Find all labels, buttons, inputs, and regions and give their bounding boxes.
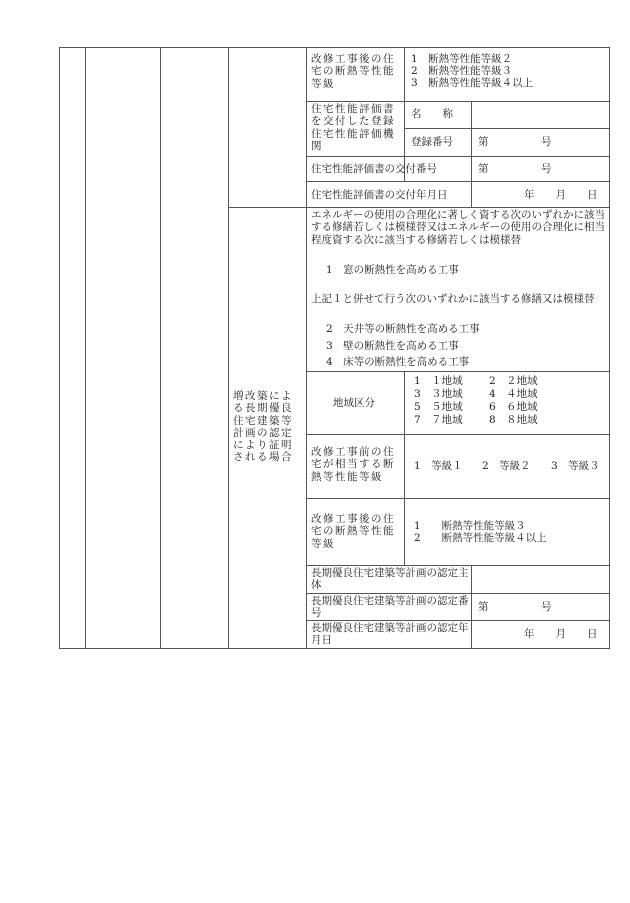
row-line [404, 128, 610, 129]
issue-date-field[interactable]: 年 月 日 [524, 189, 598, 201]
region-option: 5 ５地域 [414, 401, 463, 413]
border-top [59, 47, 610, 48]
section-divider [228, 207, 610, 208]
before-grade-option: 3 等級３ [551, 460, 600, 472]
after-grade-label: 改修工事後の住宅の断熱等性能等級 [311, 513, 395, 550]
after-grade-option: 1 断熱等性能等級３ [414, 520, 526, 532]
work-intro-2: 上記１と併せて行う次のいずれかに該当する修繕又は模様替 [311, 293, 595, 305]
row-line [306, 101, 610, 102]
row-line [306, 371, 610, 372]
region-label: 地域区分 [333, 397, 375, 409]
row-line [306, 156, 610, 157]
after-grade-option: 3 断熱等性能等級４以上 [411, 77, 534, 89]
name-label: 名 称 [411, 108, 453, 120]
region-option: 3 ３地域 [414, 388, 463, 400]
work-item: 1 窓の断熱性を高める工事 [326, 264, 459, 276]
before-grade-label: 改修工事前の住宅が相当する断熱等性能等級 [311, 446, 395, 483]
border-right [609, 47, 610, 649]
work-item: 4 床等の断熱性を高める工事 [326, 356, 470, 368]
cert-no-label: 長期優良住宅建築等計画の認定番号 [311, 595, 469, 620]
col-line [228, 47, 229, 649]
row-line [306, 498, 610, 499]
case-label: 増改築による長期優良住宅建築等計画の認定により証明される場合 [233, 390, 293, 464]
row-line [306, 593, 610, 594]
cert-body-label: 長期優良住宅建築等計画の認定主体 [311, 567, 469, 592]
row-line [306, 434, 610, 435]
row-line [306, 181, 610, 182]
reg-no-label: 登録番号 [411, 136, 453, 148]
reg-no-field[interactable]: 第 号 [478, 136, 552, 148]
region-option: 6 ６地域 [489, 401, 538, 413]
col-line [471, 101, 472, 207]
region-option: 8 ８地域 [489, 414, 538, 426]
col-line [59, 47, 60, 649]
before-grade-option: 1 等級１ [414, 460, 463, 472]
issue-date-label: 住宅性能評価書の交付年月日 [311, 189, 448, 201]
col-line [471, 565, 472, 649]
cert-no-field[interactable]: 第 号 [478, 601, 552, 613]
before-grade-option: 2 等級２ [482, 460, 531, 472]
issue-no-field[interactable]: 第 号 [478, 163, 552, 175]
row-line [306, 565, 610, 566]
after-grade-option: 1 断熱等性能等級２ [411, 53, 513, 65]
cert-date-field[interactable]: 年 月 日 [524, 628, 598, 640]
col-line [160, 47, 161, 649]
col-line [306, 47, 307, 649]
work-item: 3 壁の断熱性を高める工事 [326, 340, 459, 352]
after-grade-label: 改修工事後の住宅の断熱等性能等級 [311, 53, 395, 90]
work-intro: エネルギーの使用の合理化に著しく資する次のいずれかに該当する修繕若しくは模様替又はエネルギーの使用の合理化に相当程度資する次に該当する修繕若しくは模様替 [311, 209, 605, 246]
col-line [404, 371, 405, 565]
after-grade-option: 2 断熱等性能等級４以上 [414, 532, 547, 544]
region-option: 7 ７地域 [414, 414, 463, 426]
region-option: 4 ４地域 [489, 388, 538, 400]
issue-no-label: 住宅性能評価書の交付番号 [311, 163, 437, 175]
region-option: 1 １地域 [414, 375, 463, 387]
border-bottom [59, 648, 610, 649]
col-line [404, 47, 405, 181]
region-option: 2 ２地域 [489, 375, 538, 387]
cert-date-label: 長期優良住宅建築等計画の認定年月日 [311, 622, 469, 647]
agency-label: 住宅性能評価書を交付した登録住宅性能評価機関 [311, 103, 395, 152]
col-line [85, 47, 86, 649]
work-item: 2 天井等の断熱性を高める工事 [326, 323, 480, 335]
row-line [306, 620, 610, 621]
after-grade-option: 2 断熱等性能等級３ [411, 65, 513, 77]
